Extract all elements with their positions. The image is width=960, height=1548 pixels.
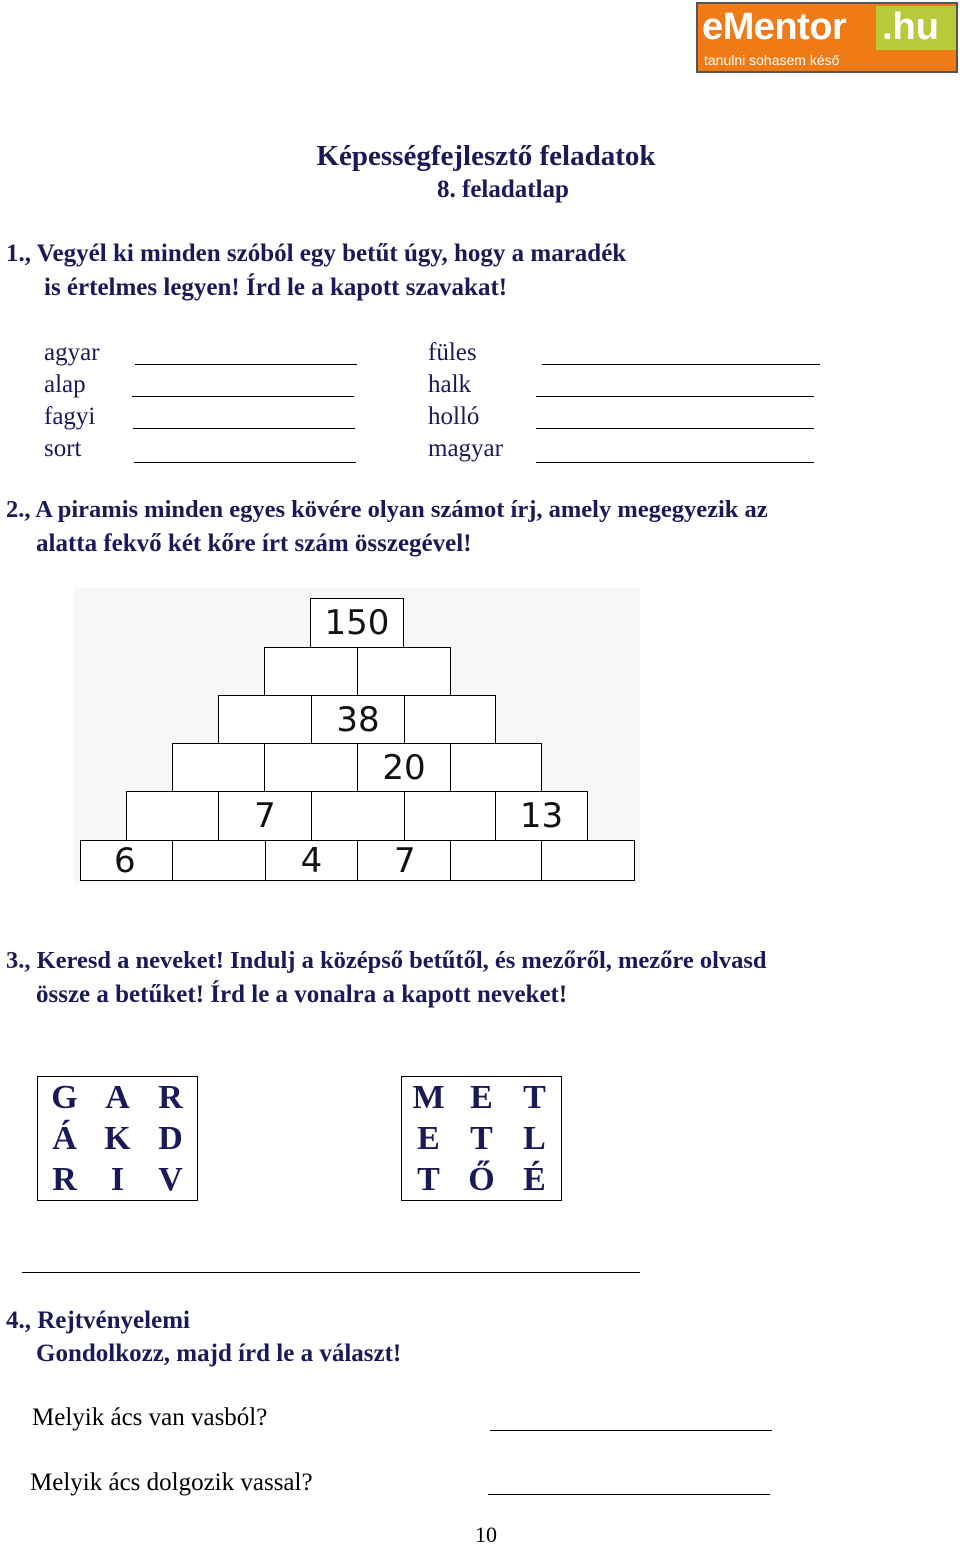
task1-instruction-line2: is értelmes legyen! Írd le a kapott szavakat! <box>44 274 508 301</box>
answer-line-left-1[interactable] <box>135 364 357 365</box>
grid-cell: D <box>158 1119 183 1157</box>
word-right-4: magyar <box>428 435 503 462</box>
word-right-3: holló <box>428 403 480 430</box>
task4-title: 4., Rejtvényelemi <box>6 1307 190 1334</box>
logo-tagline: tanulni sohasem késő <box>704 52 840 68</box>
task1-instruction-line1: 1., Vegyél ki minden szóból egy betűt úgy, hogy a maradék <box>6 240 627 267</box>
answer-line-right-1[interactable] <box>542 364 820 365</box>
task3-instruction-line2: össze a betűket! Írd le a vonalra a kapott neveket! <box>36 981 568 1008</box>
riddle-question-1: Melyik ács van vasból? <box>32 1404 268 1431</box>
answer-line-right-4[interactable] <box>536 462 814 463</box>
grid-cell: Á <box>52 1119 77 1157</box>
grid-cell: T <box>417 1160 440 1198</box>
task3-instruction-line1: 3., Keresd a neveket! Indulj a középső betűtől, és mezőről, mezőre olvasd <box>6 947 767 974</box>
word-left-3: fagyi <box>44 403 96 430</box>
grid-cell: I <box>110 1160 125 1198</box>
grid-cell: E <box>470 1078 493 1116</box>
pyramid-brick[interactable] <box>450 743 542 792</box>
logo-main-text: eMentor <box>702 6 847 48</box>
pyramid-brick[interactable] <box>404 791 496 841</box>
grid-cell: R <box>52 1160 77 1198</box>
pyramid-brick[interactable]: 20 <box>357 743 451 792</box>
grid-cell: G <box>51 1078 78 1116</box>
answer-line-left-4[interactable] <box>134 462 356 463</box>
word-left-1: agyar <box>44 339 100 366</box>
pyramid-brick[interactable]: 150 <box>310 598 404 648</box>
pyramid-brick[interactable] <box>357 647 451 696</box>
grid-cell: V <box>158 1160 183 1198</box>
answer-line-left-3[interactable] <box>133 428 355 429</box>
ementor-logo <box>696 2 958 73</box>
answer-line-right-3[interactable] <box>536 428 814 429</box>
grid-cell: Ő <box>468 1160 495 1198</box>
grid-cell: M <box>412 1078 445 1116</box>
pyramid-brick[interactable] <box>172 743 265 792</box>
names-answer-line[interactable] <box>22 1272 640 1273</box>
riddle-question-2: Melyik ács dolgozik vassal? <box>30 1469 313 1496</box>
grid-cell: K <box>104 1119 131 1157</box>
pyramid-brick[interactable] <box>126 791 219 841</box>
answer-line-left-2[interactable] <box>132 396 354 397</box>
letter-grid-1 <box>37 1076 198 1201</box>
pyramid-brick[interactable] <box>541 840 635 881</box>
pyramid-brick[interactable]: 13 <box>495 791 588 841</box>
word-right-2: halk <box>428 371 472 398</box>
task2-instruction-line2: alatta fekvő két kőre írt szám összegével! <box>36 530 472 557</box>
word-left-2: alap <box>44 371 86 398</box>
page-title: Képességfejlesztő feladatok <box>316 140 656 172</box>
page-number: 10 <box>475 1522 497 1547</box>
pyramid-brick[interactable]: 38 <box>311 695 405 744</box>
grid-cell: L <box>523 1119 546 1157</box>
grid-cell: É <box>523 1160 546 1198</box>
letter-grid-2 <box>401 1076 562 1201</box>
riddle-answer-line-2[interactable] <box>488 1494 770 1495</box>
task4-instruction: Gondolkozz, majd írd le a választ! <box>36 1340 402 1367</box>
grid-cell: E <box>417 1119 440 1157</box>
grid-cell: T <box>470 1119 493 1157</box>
pyramid-brick[interactable] <box>450 840 542 881</box>
word-left-4: sort <box>44 435 82 462</box>
pyramid-brick[interactable] <box>404 695 496 744</box>
pyramid-brick[interactable]: 7 <box>357 840 451 881</box>
pyramid-brick[interactable] <box>264 743 358 792</box>
grid-cell: T <box>523 1078 546 1116</box>
pyramid-brick[interactable] <box>218 695 312 744</box>
pyramid-brick[interactable]: 4 <box>265 840 358 881</box>
grid-cell: A <box>105 1078 130 1116</box>
pyramid-brick[interactable]: 6 <box>80 840 173 881</box>
pyramid-brick[interactable] <box>311 791 405 841</box>
pyramid-brick[interactable] <box>172 840 266 881</box>
page-subtitle: 8. feladatlap <box>437 176 569 203</box>
riddle-answer-line-1[interactable] <box>490 1430 772 1431</box>
pyramid-brick[interactable] <box>264 647 358 696</box>
answer-line-right-2[interactable] <box>536 396 814 397</box>
grid-cell: R <box>158 1078 183 1116</box>
logo-domain-text: .hu <box>882 6 939 48</box>
word-right-1: füles <box>428 339 477 366</box>
task2-instruction-line1: 2., A piramis minden egyes kövére olyan számot írj, amely megegyezik az <box>6 496 768 523</box>
pyramid-brick[interactable]: 7 <box>218 791 312 841</box>
